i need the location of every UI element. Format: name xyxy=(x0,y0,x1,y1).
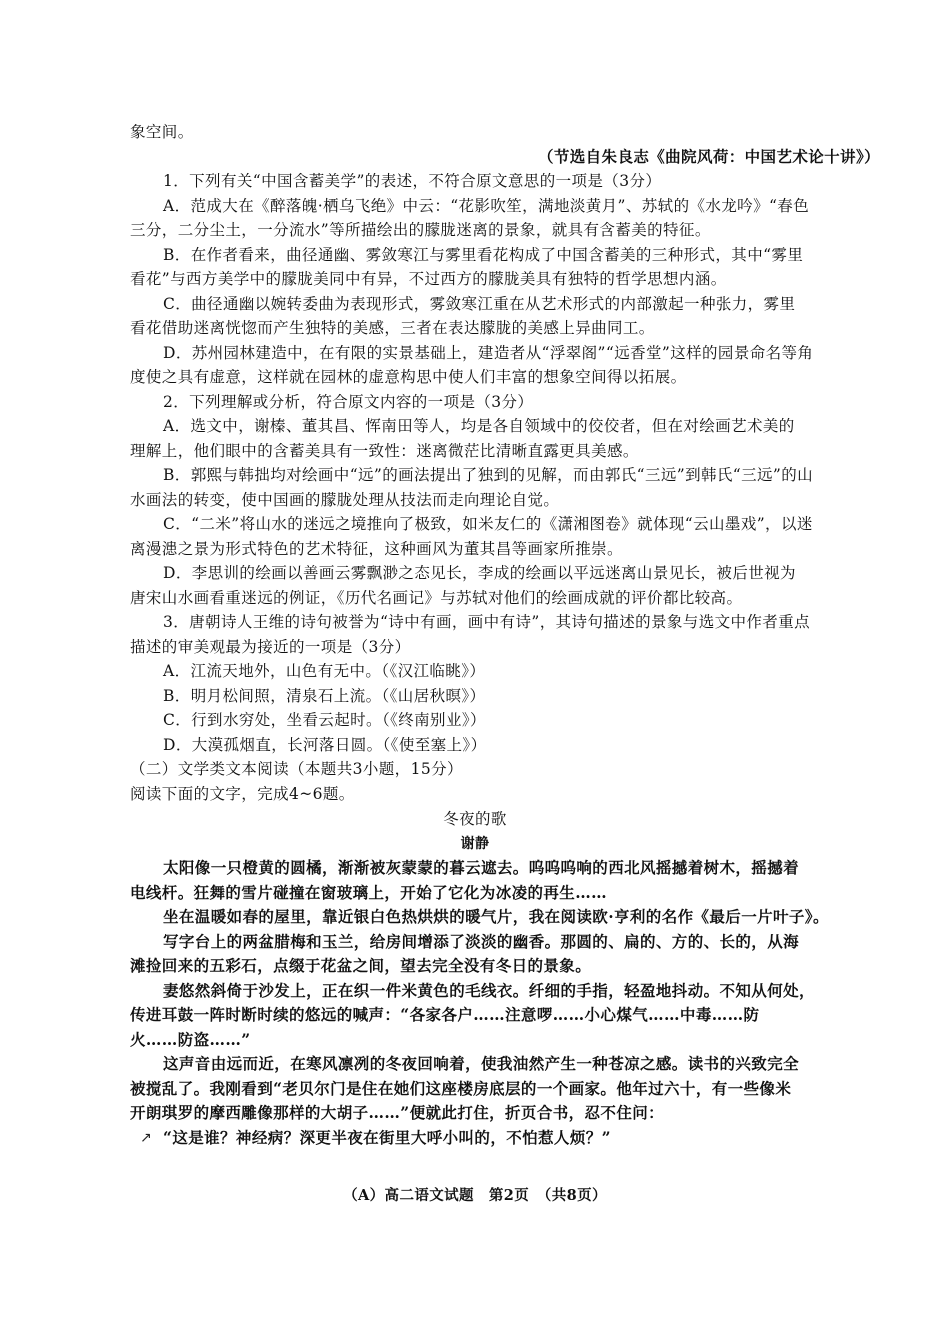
question-2-option-a: A．选文中，谢榛、董其昌、恽南田等人，均是各自领域中的佼佼者，但在对绘画艺术美的 xyxy=(163,417,795,435)
question-1-stem: 1．下列有关“中国含蓄美学”的表述，不符合原文意思的一项是（3分） xyxy=(163,172,662,190)
question-2-option-d: D．李思训的绘画以善画云雾飘渺之态见长，李成的绘画以平远迷离山景见长，被后世视为 xyxy=(163,564,796,582)
question-2-option-b-cont: 水画法的转变，使中国画的朦胧处理从技法而走向理论自觉。 xyxy=(130,491,560,509)
story-line: 这声音由远而近，在寒风凛冽的冬夜回响着，使我油然产生一种苍凉之感。读书的兴致完全 xyxy=(163,1054,800,1073)
question-3-stem-cont: 描述的审美观最为接近的一项是（3分） xyxy=(130,638,411,656)
story-line: 太阳像一只橙黄的圆橘，渐渐被灰蒙蒙的暮云遮去。呜呜呜响的西北风摇撼着树木，摇撼着 xyxy=(163,858,800,877)
stray-mark: ↗ xyxy=(140,1130,152,1146)
question-1-option-d: D．苏州园林建造中，在有限的实景基础上，建造者从“浮翠阁”“远香堂”这样的园景命名等角 xyxy=(163,344,814,362)
story-line: 坐在温暖如春的屋里，靠近银白色热烘烘的暖气片，我在阅读欧·亨利的名作《最后一片叶子》。 xyxy=(163,907,829,926)
question-1-option-c-cont: 看花借助迷离恍惚而产生独特的美感，三者在表达朦胧的美感上异曲同工。 xyxy=(130,319,655,337)
question-2-option-b: B．郭熙与韩拙均对绘画中“远”的画法提出了独到的见解，而由郭氏“三远”到韩氏“三远”的山 xyxy=(163,466,814,484)
question-2-option-c: C．“二米”将山水的迷远之境推向了极致，如米友仁的《潇湘图卷》就体现“云山墨戏”，以迷 xyxy=(163,515,813,533)
source-citation: （节选自朱良志《曲院风荷：中国艺术论十讲》） xyxy=(537,147,880,166)
story-line: 滩捡回来的五彩石，点缀于花盆之间，望去完全没有冬日的景象。 xyxy=(130,956,592,975)
question-1-option-d-cont: 度使之具有虚意，这样就在园林的虚意构思中使人们丰富的想象空间得以拓展。 xyxy=(130,368,687,386)
page-footer: （A）高二语文试题 第2页 （共8页） xyxy=(343,1187,607,1204)
story-author: 谢静 xyxy=(460,836,490,852)
story-line: 传进耳鼓一阵时断时续的悠远的喊声：“各家各户……注意啰……小心煤气……中毒……防 xyxy=(130,1005,760,1024)
story-title: 冬夜的歌 xyxy=(443,810,507,828)
question-3-option-c: C．行到水穷处，坐看云起时。（《终南别业》） xyxy=(163,711,486,729)
question-1-option-b-cont: 看花”与西方美学中的朦胧美同中有异，不过西方的朦胧美具有独特的哲学思想内涵。 xyxy=(130,270,727,288)
question-1-option-b: B．在作者看来，曲径通幽、雾敛寒江与雾里看花构成了中国含蓄美的三种形式，其中“雾里 xyxy=(163,246,804,264)
paragraph-continuation: 象空间。 xyxy=(130,123,194,141)
story-line: 开朗琪罗的摩西雕像那样的大胡子……”便就此打住，折页合书，忍不住问： xyxy=(130,1103,665,1122)
question-3-option-b: B．明月松间照，清泉石上流。（《山居秋暝》） xyxy=(163,687,486,705)
story-line: 写字台上的两盆腊梅和玉兰，给房间增添了淡淡的幽香。那圆的、扁的、方的、长的，从海 xyxy=(163,932,800,951)
question-3-option-d: D．大漠孤烟直，长河落日圆。（《使至塞上》） xyxy=(163,736,487,754)
story-line: 电线杆。狂舞的雪片碰撞在窗玻璃上，开始了它化为冰凌的再生…… xyxy=(130,883,608,902)
story-line: 被搅乱了。我刚看到“老贝尔门是住在她们这座楼房底层的一个画家。他年过六十，有一些像米 xyxy=(130,1079,792,1098)
section-heading: （二）文学类文本阅读（本题共3小题，15分） xyxy=(130,760,463,778)
story-line: 火……防盗……” xyxy=(130,1030,251,1049)
question-2-stem: 2．下列理解或分析，符合原文内容的一项是（3分） xyxy=(163,393,534,411)
question-1-option-a-cont: 三分，二分尘土，一分流水”等所描绘出的朦胧迷离的景象，就具有含蓄美的特征。 xyxy=(130,221,711,239)
story-line: “这是谁？神经病？深更半夜在街里大呼小叫的，不怕惹人烦？” xyxy=(163,1128,611,1147)
question-3-option-a: A．江流天地外，山色有无中。（《汉江临眺》） xyxy=(163,662,486,680)
question-2-option-c-cont: 离漫漶之景为形式特色的艺术特征，这种画风为董其昌等画家所推崇。 xyxy=(130,540,623,558)
section-instruction: 阅读下面的文字，完成4~6题。 xyxy=(130,785,355,803)
story-line: 妻悠然斜倚于沙发上，正在织一件米黄色的毛线衣。纤细的手指，轻盈地抖动。不知从何处， xyxy=(163,981,815,1000)
question-1-option-a: A．范成大在《醉落魄·栖乌飞绝》中云：“花影吹笙，满地淡黄月”、苏轼的《水龙吟》“春色 xyxy=(163,197,810,215)
question-2-option-a-cont: 理解上，他们眼中的含蓄美具有一致性：迷离微茫比清晰直露更具美感。 xyxy=(130,442,639,460)
question-2-option-d-cont: 唐宋山水画看重迷远的例证，《历代名画记》与苏轼对他们的绘画成就的评价都比较高。 xyxy=(130,589,743,607)
question-1-option-c: C．曲径通幽以婉转委曲为表现形式，雾敛寒江重在从艺术形式的内部激起一种张力，雾里 xyxy=(163,295,796,313)
question-3-stem: 3．唐朝诗人王维的诗句被誉为“诗中有画，画中有诗”，其诗句描述的景象与选文中作者重点 xyxy=(163,613,811,631)
